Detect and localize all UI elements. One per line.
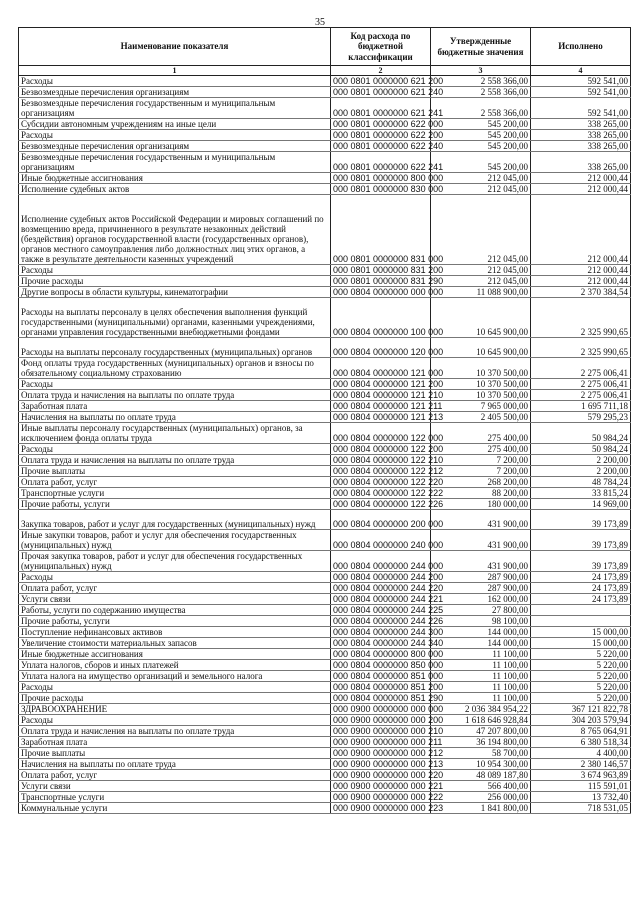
row-code: 000 0804 0000000 850 000 [331, 660, 431, 671]
row-code: 000 0900 0000000 000 213 [331, 759, 431, 770]
row-name: Безвозмездные перечисления государственным и муниципальным организациям [19, 152, 331, 173]
row-executed: 579 295,23 [531, 412, 631, 423]
row-executed: 592 541,00 [531, 87, 631, 98]
row-executed: 6 380 518,34 [531, 737, 631, 748]
table-row [19, 276, 631, 287]
row-code: 000 0801 0000000 831 000 [331, 195, 431, 265]
row-approved: 144 000,00 [431, 638, 531, 649]
row-name: Расходы на выплаты персоналу в целях обеспечения выполнения функций государственными (муниципальными) органами, казенными учреждениями, органами управления государственными внебюджетными фондами [19, 298, 331, 338]
table-row [19, 488, 631, 499]
row-approved: 2 558 366,00 [431, 87, 531, 98]
row-approved: 10 954 300,00 [431, 759, 531, 770]
row-executed: 2 200,00 [531, 455, 631, 466]
header-indicator-name: Наименование показателя [19, 28, 331, 66]
row-code: 000 0804 0000000 244 300 [331, 627, 431, 638]
row-executed: 1 695 711,18 [531, 401, 631, 412]
row-executed: 3 674 963,89 [531, 770, 631, 781]
row-approved: 7 965 000,00 [431, 401, 531, 412]
row-executed: 15 000,00 [531, 638, 631, 649]
column-number-2: 2 [331, 66, 431, 76]
row-approved: 180 000,00 [431, 499, 531, 510]
row-name: Работы, услуги по содержанию имущества [19, 605, 331, 616]
row-name: Коммунальные услуги [19, 803, 331, 814]
row-approved: 10 645 900,00 [431, 298, 531, 338]
row-executed: 367 121 822,78 [531, 704, 631, 715]
column-number-3: 3 [431, 66, 531, 76]
row-approved: 11 100,00 [431, 693, 531, 704]
row-approved: 545 200,00 [431, 141, 531, 152]
table-row [19, 87, 631, 98]
row-code: 000 0804 0000000 122 222 [331, 488, 431, 499]
table-row [19, 76, 631, 87]
row-code: 000 0804 0000000 244 000 [331, 551, 431, 572]
row-code: 000 0804 0000000 121 213 [331, 412, 431, 423]
row-name: Безвозмездные перечисления организациям [19, 141, 331, 152]
row-name: Транспортные услуги [19, 792, 331, 803]
table-row [19, 715, 631, 726]
header-executed: Исполнено [531, 28, 631, 66]
row-name: Расходы [19, 572, 331, 583]
row-name: Иные бюджетные ассигнования [19, 649, 331, 660]
row-approved: 545 200,00 [431, 130, 531, 141]
row-approved: 2 036 384 954,22 [431, 704, 531, 715]
row-code: 000 0900 0000000 000 210 [331, 726, 431, 737]
table-row [19, 616, 631, 627]
table-row [19, 152, 631, 173]
row-approved: 144 000,00 [431, 627, 531, 638]
row-name: ЗДРАВООХРАНЕНИЕ [19, 704, 331, 715]
table-row [19, 671, 631, 682]
column-number-1: 1 [19, 66, 331, 76]
row-approved: 275 400,00 [431, 423, 531, 444]
row-code: 000 0900 0000000 000 000 [331, 704, 431, 715]
row-code: 000 0804 0000000 851 200 [331, 682, 431, 693]
table-row [19, 649, 631, 660]
row-code: 000 0801 0000000 800 000 [331, 173, 431, 184]
table-row [19, 803, 631, 814]
row-executed: 24 173,89 [531, 583, 631, 594]
row-code: 000 0900 0000000 000 220 [331, 770, 431, 781]
row-executed: 212 000,44 [531, 195, 631, 265]
table-row [19, 287, 631, 298]
row-approved: 7 200,00 [431, 455, 531, 466]
row-approved: 287 900,00 [431, 583, 531, 594]
row-approved: 11 088 900,00 [431, 287, 531, 298]
row-code: 000 0804 0000000 244 225 [331, 605, 431, 616]
row-name: Исполнение судебных актов Российской Федерации и мировых соглашений по возмещению вреда, причиненного в результате незаконных действий (бездействия) органов государственной власти (государственных органов), органов местного самоуправления либо должностных лиц этих органов, а также в результате деятельности казенных учреждений [19, 195, 331, 265]
table-row [19, 423, 631, 444]
row-executed: 2 275 006,41 [531, 379, 631, 390]
row-name: Закупка товаров, работ и услуг для государственных (муниципальных) нужд [19, 510, 331, 530]
row-executed: 5 220,00 [531, 649, 631, 660]
table-row [19, 130, 631, 141]
row-approved: 275 400,00 [431, 444, 531, 455]
table-row [19, 401, 631, 412]
row-executed: 592 541,00 [531, 98, 631, 119]
row-name: Расходы [19, 76, 331, 87]
row-approved: 11 100,00 [431, 682, 531, 693]
row-executed: 15 000,00 [531, 627, 631, 638]
row-approved: 212 045,00 [431, 173, 531, 184]
row-code: 000 0900 0000000 000 200 [331, 715, 431, 726]
row-executed: 304 203 579,94 [531, 715, 631, 726]
row-approved: 11 100,00 [431, 660, 531, 671]
row-approved: 88 200,00 [431, 488, 531, 499]
row-name: Услуги связи [19, 594, 331, 605]
row-code: 000 0804 0000000 122 226 [331, 499, 431, 510]
table-row [19, 748, 631, 759]
row-executed: 592 541,00 [531, 76, 631, 87]
row-executed: 13 732,40 [531, 792, 631, 803]
row-executed: 338 265,00 [531, 130, 631, 141]
table-row [19, 759, 631, 770]
row-code: 000 0900 0000000 000 222 [331, 792, 431, 803]
row-code: 000 0900 0000000 000 211 [331, 737, 431, 748]
table-row [19, 412, 631, 423]
table-row [19, 605, 631, 616]
row-approved: 431 900,00 [431, 530, 531, 551]
row-executed: 50 984,24 [531, 423, 631, 444]
row-name: Расходы [19, 444, 331, 455]
row-name: Иные выплаты персоналу государственных (муниципальных) органов, за исключением фонда оплаты труда [19, 423, 331, 444]
table-row [19, 551, 631, 572]
row-approved: 98 100,00 [431, 616, 531, 627]
table-row [19, 770, 631, 781]
row-approved: 212 045,00 [431, 276, 531, 287]
row-approved: 48 089 187,80 [431, 770, 531, 781]
row-name: Другие вопросы в области культуры, кинематографии [19, 287, 331, 298]
row-executed: 338 265,00 [531, 152, 631, 173]
table-row [19, 583, 631, 594]
row-executed: 2 275 006,41 [531, 358, 631, 379]
row-code: 000 0801 0000000 830 000 [331, 184, 431, 195]
table-row [19, 338, 631, 358]
row-name: Оплата работ, услуг [19, 477, 331, 488]
row-name: Поступление нефинансовых активов [19, 627, 331, 638]
row-name: Транспортные услуги [19, 488, 331, 499]
row-approved: 58 700,00 [431, 748, 531, 759]
row-approved: 2 558 366,00 [431, 98, 531, 119]
row-approved: 10 370 500,00 [431, 390, 531, 401]
table-row [19, 638, 631, 649]
row-name: Расходы [19, 130, 331, 141]
table-row [19, 298, 631, 338]
table-row [19, 444, 631, 455]
table-row [19, 184, 631, 195]
table-row [19, 141, 631, 152]
row-executed: 14 969,00 [531, 499, 631, 510]
table-row [19, 477, 631, 488]
table-row [19, 627, 631, 638]
row-approved: 431 900,00 [431, 510, 531, 530]
row-name: Расходы [19, 715, 331, 726]
table-row [19, 379, 631, 390]
row-code: 000 0801 0000000 621 240 [331, 87, 431, 98]
table-row [19, 455, 631, 466]
row-approved: 36 194 800,00 [431, 737, 531, 748]
table-row [19, 594, 631, 605]
row-name: Прочие расходы [19, 276, 331, 287]
row-code: 000 0804 0000000 200 000 [331, 510, 431, 530]
row-approved: 10 645 900,00 [431, 338, 531, 358]
row-executed: 5 220,00 [531, 660, 631, 671]
row-code: 000 0804 0000000 800 000 [331, 649, 431, 660]
header-expense-code: Код расхода по бюджетной классификации [331, 28, 431, 66]
row-executed: 48 784,24 [531, 477, 631, 488]
row-approved: 2 558 366,00 [431, 76, 531, 87]
row-code: 000 0801 0000000 622 200 [331, 130, 431, 141]
row-code: 000 0804 0000000 100 000 [331, 298, 431, 338]
row-code: 000 0804 0000000 121 200 [331, 379, 431, 390]
table-row [19, 660, 631, 671]
row-executed: 4 400,00 [531, 748, 631, 759]
row-code: 000 0804 0000000 851 000 [331, 671, 431, 682]
row-name: Начисления на выплаты по оплате труда [19, 412, 331, 423]
row-code: 000 0900 0000000 000 212 [331, 748, 431, 759]
row-approved: 7 200,00 [431, 466, 531, 477]
row-executed: 338 265,00 [531, 141, 631, 152]
row-code: 000 0801 0000000 622 000 [331, 119, 431, 130]
row-code: 000 0801 0000000 622 241 [331, 152, 431, 173]
table-row [19, 265, 631, 276]
row-code: 000 0804 0000000 244 200 [331, 572, 431, 583]
row-name: Оплата труда и начисления на выплаты по оплате труда [19, 455, 331, 466]
row-name: Расходы на выплаты персоналу государственных (муниципальных) органов [19, 338, 331, 358]
page-number: 35 [315, 17, 325, 28]
table-row [19, 510, 631, 530]
table-row [19, 737, 631, 748]
row-code: 000 0804 0000000 120 000 [331, 338, 431, 358]
row-name: Прочие работы, услуги [19, 616, 331, 627]
table-row [19, 499, 631, 510]
row-executed: 338 265,00 [531, 119, 631, 130]
row-name: Безвозмездные перечисления организациям [19, 87, 331, 98]
row-approved: 212 045,00 [431, 184, 531, 195]
row-code: 000 0801 0000000 621 241 [331, 98, 431, 119]
row-code: 000 0804 0000000 121 211 [331, 401, 431, 412]
row-name: Заработная плата [19, 737, 331, 748]
row-executed: 212 000,44 [531, 184, 631, 195]
row-executed: 5 220,00 [531, 682, 631, 693]
row-code: 000 0804 0000000 122 200 [331, 444, 431, 455]
row-code: 000 0804 0000000 244 340 [331, 638, 431, 649]
row-approved: 287 900,00 [431, 572, 531, 583]
row-code: 000 0804 0000000 122 210 [331, 455, 431, 466]
row-approved: 545 200,00 [431, 119, 531, 130]
row-approved: 1 618 646 928,84 [431, 715, 531, 726]
row-code: 000 0801 0000000 621 200 [331, 76, 431, 87]
row-approved: 27 800,00 [431, 605, 531, 616]
row-executed: 2 200,00 [531, 466, 631, 477]
row-executed: 39 173,89 [531, 530, 631, 551]
table-row [19, 358, 631, 379]
row-executed: 2 370 384,54 [531, 287, 631, 298]
row-name: Оплата работ, услуг [19, 770, 331, 781]
row-name: Уплата налогов, сборов и иных платежей [19, 660, 331, 671]
row-executed: 24 173,89 [531, 572, 631, 583]
row-name: Субсидии автономным учреждениям на иные цели [19, 119, 331, 130]
table-row [19, 530, 631, 551]
row-approved: 1 841 800,00 [431, 803, 531, 814]
row-code: 000 0804 0000000 244 226 [331, 616, 431, 627]
row-executed: 2 380 146,57 [531, 759, 631, 770]
row-name: Оплата работ, услуг [19, 583, 331, 594]
row-name: Расходы [19, 265, 331, 276]
row-executed: 24 173,89 [531, 594, 631, 605]
row-executed: 2 275 006,41 [531, 390, 631, 401]
row-name: Прочие выплаты [19, 466, 331, 477]
row-executed [531, 616, 631, 627]
row-code: 000 0804 0000000 122 000 [331, 423, 431, 444]
row-code: 000 0804 0000000 122 212 [331, 466, 431, 477]
row-approved: 212 045,00 [431, 195, 531, 265]
row-name: Расходы [19, 682, 331, 693]
row-code: 000 0900 0000000 000 223 [331, 803, 431, 814]
row-code: 000 0900 0000000 000 221 [331, 781, 431, 792]
row-code: 000 0804 0000000 851 290 [331, 693, 431, 704]
table-row [19, 572, 631, 583]
row-code: 000 0804 0000000 121 210 [331, 390, 431, 401]
table-row [19, 466, 631, 477]
table-row [19, 682, 631, 693]
row-approved: 2 405 500,00 [431, 412, 531, 423]
row-approved: 10 370 500,00 [431, 379, 531, 390]
table-row [19, 781, 631, 792]
row-name: Расходы [19, 379, 331, 390]
row-approved: 566 400,00 [431, 781, 531, 792]
row-name: Исполнение судебных актов [19, 184, 331, 195]
row-code: 000 0804 0000000 121 000 [331, 358, 431, 379]
row-approved: 268 200,00 [431, 477, 531, 488]
table-row [19, 173, 631, 184]
row-code: 000 0804 0000000 244 220 [331, 583, 431, 594]
column-number-4: 4 [531, 66, 631, 76]
row-executed: 212 000,44 [531, 276, 631, 287]
table-row [19, 792, 631, 803]
row-executed: 5 220,00 [531, 671, 631, 682]
table-row [19, 119, 631, 130]
row-name: Прочие работы, услуги [19, 499, 331, 510]
row-code: 000 0801 0000000 831 290 [331, 276, 431, 287]
row-code: 000 0801 0000000 622 240 [331, 141, 431, 152]
row-executed: 50 984,24 [531, 444, 631, 455]
table-row [19, 195, 631, 265]
row-name: Прочая закупка товаров, работ и услуг для обеспечения государственных (муниципальных) нужд [19, 551, 331, 572]
row-code: 000 0804 0000000 244 221 [331, 594, 431, 605]
row-approved: 212 045,00 [431, 265, 531, 276]
row-name: Увеличение стоимости материальных запасов [19, 638, 331, 649]
row-executed: 212 000,44 [531, 173, 631, 184]
header-approved-values: Утвержденные бюджетные значения [431, 28, 531, 66]
row-code: 000 0801 0000000 831 200 [331, 265, 431, 276]
row-name: Начисления на выплаты по оплате труда [19, 759, 331, 770]
row-name: Прочие расходы [19, 693, 331, 704]
row-name: Прочие выплаты [19, 748, 331, 759]
row-name: Заработная плата [19, 401, 331, 412]
row-executed: 39 173,89 [531, 551, 631, 572]
row-name: Иные закупки товаров, работ и услуг для обеспечения государственных (муниципальных) нужд [19, 530, 331, 551]
row-name: Оплата труда и начисления на выплаты по оплате труда [19, 390, 331, 401]
row-executed: 2 325 990,65 [531, 338, 631, 358]
table-row [19, 693, 631, 704]
row-approved: 47 207 800,00 [431, 726, 531, 737]
row-name: Иные бюджетные ассигнования [19, 173, 331, 184]
row-executed: 8 765 064,91 [531, 726, 631, 737]
row-approved: 11 100,00 [431, 649, 531, 660]
row-code: 000 0804 0000000 240 000 [331, 530, 431, 551]
budget-execution-table [18, 27, 631, 814]
row-executed: 212 000,44 [531, 265, 631, 276]
row-approved: 10 370 500,00 [431, 358, 531, 379]
row-name: Оплата труда и начисления на выплаты по оплате труда [19, 726, 331, 737]
row-approved: 256 000,00 [431, 792, 531, 803]
table-row [19, 390, 631, 401]
row-code: 000 0804 0000000 122 220 [331, 477, 431, 488]
row-name: Уплата налога на имущество организаций и земельного налога [19, 671, 331, 682]
row-executed: 5 220,00 [531, 693, 631, 704]
row-executed: 39 173,89 [531, 510, 631, 530]
row-name: Безвозмездные перечисления государственным и муниципальным организациям [19, 98, 331, 119]
table-row [19, 704, 631, 715]
row-executed [531, 605, 631, 616]
row-approved: 11 100,00 [431, 671, 531, 682]
row-executed: 33 815,24 [531, 488, 631, 499]
table-row [19, 98, 631, 119]
row-approved: 162 000,00 [431, 594, 531, 605]
table-row [19, 726, 631, 737]
table-body [19, 76, 631, 814]
row-name: Услуги связи [19, 781, 331, 792]
row-executed: 115 591,01 [531, 781, 631, 792]
row-executed: 718 531,05 [531, 803, 631, 814]
row-executed: 2 325 990,65 [531, 298, 631, 338]
row-name: Фонд оплаты труда государственных (муниципальных) органов и взносы по обязательному социальному страхованию [19, 358, 331, 379]
row-approved: 545 200,00 [431, 152, 531, 173]
row-code: 000 0804 0000000 000 000 [331, 287, 431, 298]
row-approved: 431 900,00 [431, 551, 531, 572]
